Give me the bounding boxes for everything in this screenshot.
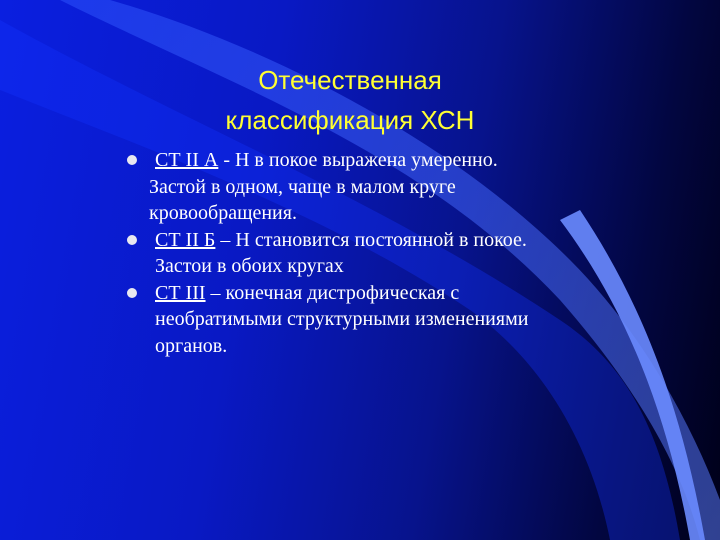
bullet-dot-icon <box>127 288 137 298</box>
title-line-2: классификация ХСН <box>225 105 475 135</box>
slide-title <box>150 60 550 140</box>
title-line-1: Отечественная <box>258 65 442 95</box>
bullet-text: - Н в покое выражена умеренно. <box>218 149 498 171</box>
bullet-dot-icon <box>127 155 137 165</box>
bullet-lead: СТ II А <box>155 149 219 171</box>
bullet-list <box>127 147 587 359</box>
bullet-dot-icon <box>127 235 137 245</box>
bullet-text: – Н становится постоянной в покое. Застои в обоих кругах <box>155 228 527 277</box>
bullet-text: Застой в одном, чаще в малом круге кровообращения. <box>149 175 456 224</box>
bullet-text: – конечная дистрофическая с необратимыми структурными изменениями органов. <box>155 281 529 357</box>
bullet-lead: СТ III <box>155 281 206 304</box>
bullet-lead: СТ II Б <box>155 228 216 251</box>
bullet-item-1 <box>127 147 587 174</box>
bullet-item-2 <box>127 174 587 227</box>
bullet-item-4 <box>127 280 587 360</box>
bullet-item-3 <box>127 227 587 280</box>
